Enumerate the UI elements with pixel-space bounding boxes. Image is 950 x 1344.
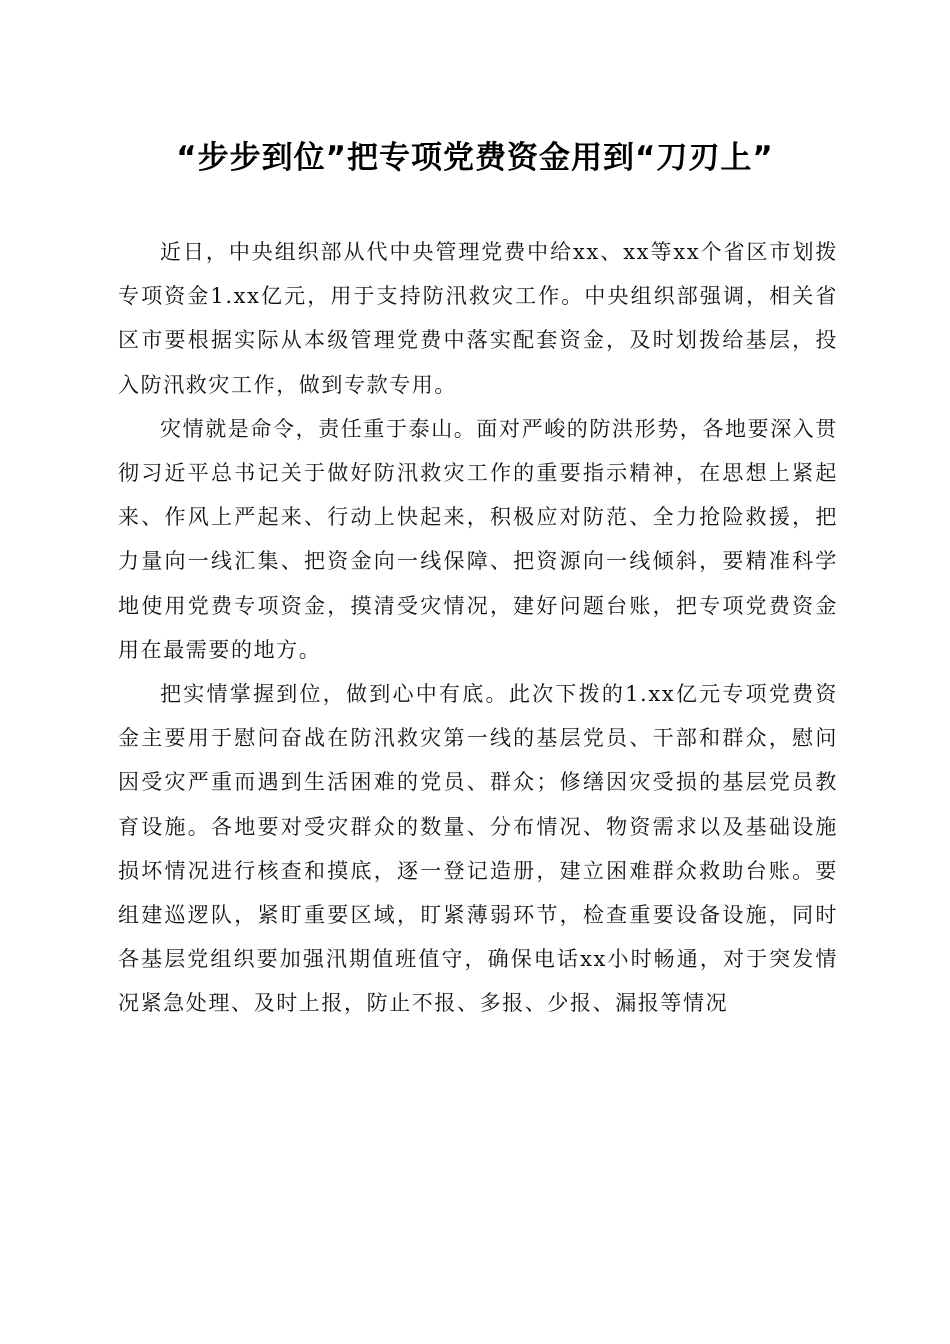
document-body	[118, 230, 838, 1026]
document-title: “步步到位”把专项党费资金用到“刀刃上”	[176, 140, 774, 176]
paragraph-1: 近日，中央组织部从代中央管理党费中给xx、xx等xx个省区市划拨专项资金1.xx亿元，用于支持防汛救灾工作。中央组织部强调，相关省区市要根据实际从本级管理党费中落实配套资金，及时划拨给基层，投入防汛救灾工作，做到专款专用。	[118, 240, 838, 397]
paragraph-3: 把实情掌握到位，做到心中有底。此次下拨的1.xx亿元专项党费资金主要用于慰问奋战在防汛救灾第一线的基层党员、干部和群众，慰问因受灾严重而遇到生活困难的党员、群众；修缮因灾受损的基层党员教育设施。各地要对受灾群众的数量、分布情况、物资需求以及基础设施损坏情况进行核查和摸底，逐一登记造册，建立困难群众救助台账。要组建巡逻队，紧盯重要区域，盯紧薄弱环节，检查重要设备设施，同时各基层党组织要加强汛期值班值守，确保电话xx小时畅通，对于突发情况紧急处理、及时上报，防止不报、多报、少报、漏报等情况	[118, 682, 838, 1016]
paragraph-2: 灾情就是命令，责任重于泰山。面对严峻的防洪形势，各地要深入贯彻习近平总书记关于做好防汛救灾工作的重要指示精神，在思想上紧起来、作风上严起来、行动上快起来，积极应对防范、全力抢险救援，把力量向一线汇集、把资金向一线保障、把资源向一线倾斜，要精准科学地使用党费专项资金，摸清受灾情况，建好问题台账，把专项党费资金用在最需要的地方。	[118, 416, 838, 662]
